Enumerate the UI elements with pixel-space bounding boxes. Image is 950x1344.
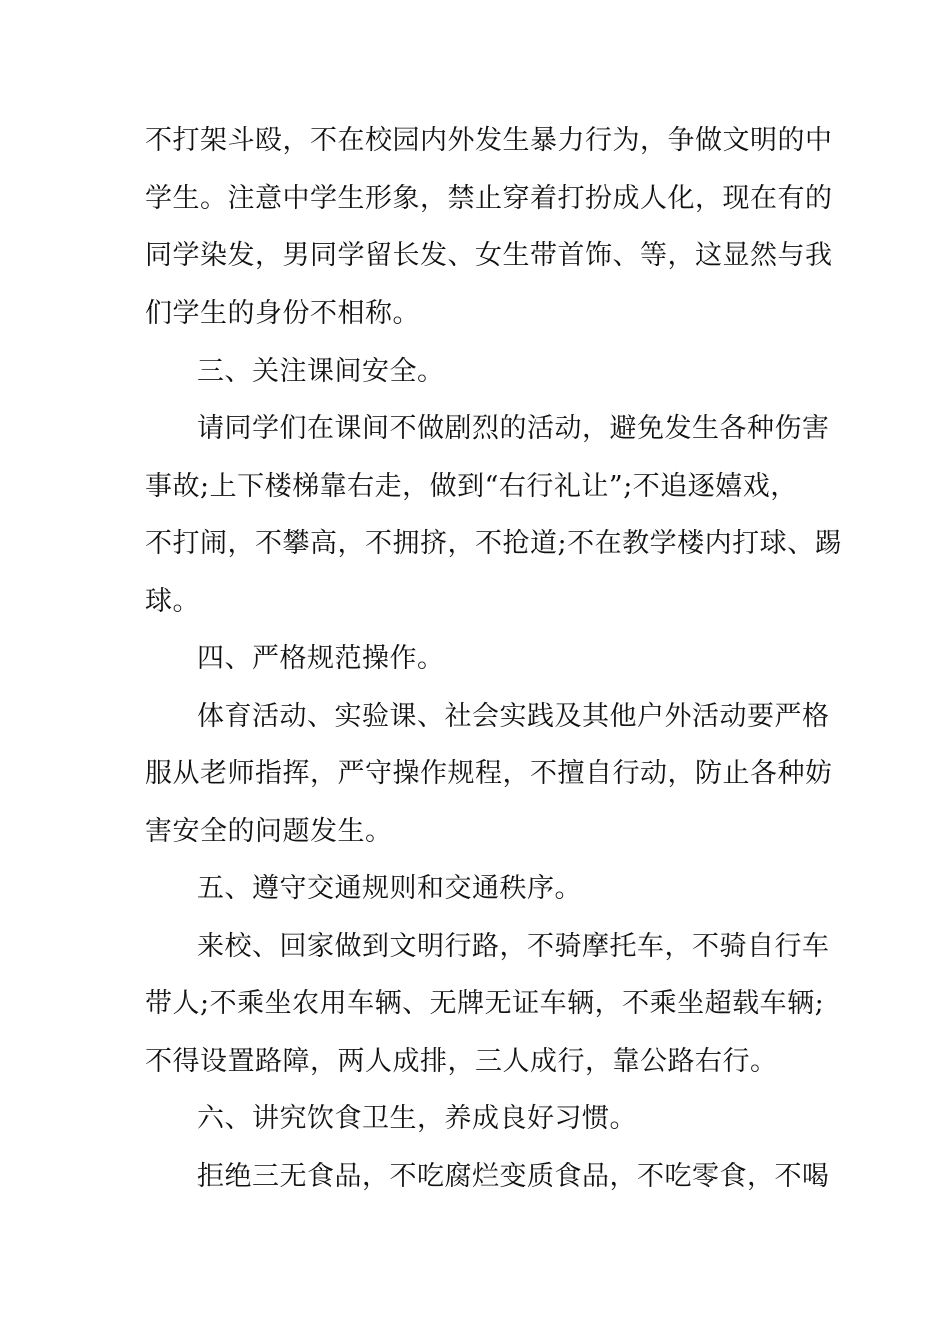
paragraph-line: 体育活动、实验课、社会实践及其他户外活动要严格 — [197, 701, 830, 732]
paragraph-line: 带人;不乘坐农用车辆、无牌无证车辆，不乘坐超载车辆; — [145, 988, 825, 1019]
paragraph-line: 害安全的问题发生。 — [145, 816, 393, 847]
paragraph-line: 们学生的身份不相称。 — [145, 298, 420, 329]
paragraph-line: 服从老师指挥，严守操作规程，不擅自行动，防止各种妨 — [145, 758, 833, 789]
section-heading: 三、关注课间安全。 — [197, 356, 445, 387]
paragraph-line: 来校、回家做到文明行路，不骑摩托车，不骑自行车 — [197, 931, 830, 962]
paragraph-line: 同学染发，男同学留长发、女生带首饰、等，这显然与我 — [145, 240, 833, 271]
section-heading: 四、严格规范操作。 — [197, 643, 445, 674]
paragraph-line: 学生。注意中学生形象，禁止穿着打扮成人化，现在有的 — [145, 183, 833, 214]
paragraph-line: 请同学们在课间不做剧烈的活动，避免发生各种伤害 — [197, 413, 830, 444]
paragraph-line: 不打架斗殴，不在校园内外发生暴力行为，争做文明的中 — [145, 125, 833, 156]
section-heading: 六、讲究饮食卫生，养成良好习惯。 — [197, 1103, 637, 1134]
section-heading: 五、遵守交通规则和交通秩序。 — [197, 873, 582, 904]
paragraph-line: 拒绝三无食品，不吃腐烂变质食品，不吃零食，不喝 — [197, 1161, 830, 1192]
paragraph-line: 事故;上下楼梯靠右走，做到“右行礼让”;不追逐嬉戏， — [145, 471, 798, 502]
paragraph-line: 不得设置路障，两人成排，三人成行，靠公路右行。 — [145, 1046, 778, 1077]
paragraph-line: 球。 — [145, 586, 200, 617]
paragraph-line: 不打闹，不攀高，不拥挤，不抢道;不在教学楼内打球、踢 — [145, 528, 843, 559]
